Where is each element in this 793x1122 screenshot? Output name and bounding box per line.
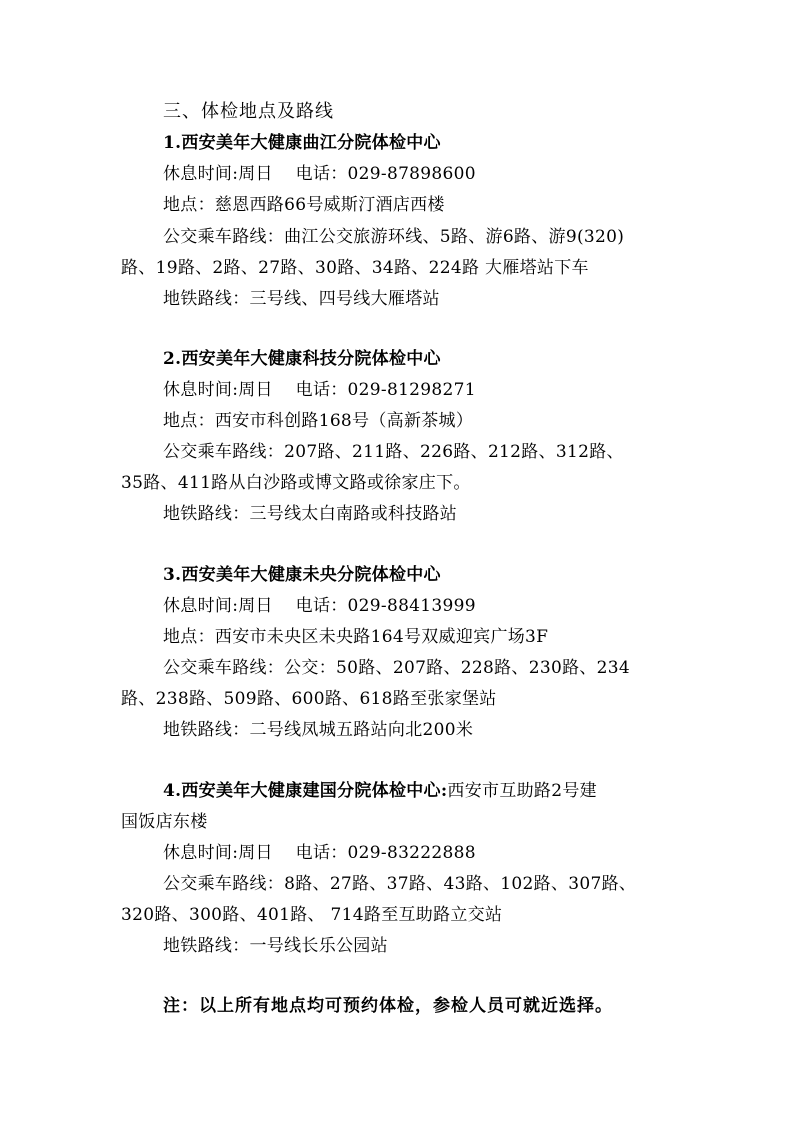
- branch-2-title: 2.西安美年大健康科技分院体检中心: [163, 349, 441, 369]
- branch-1-metro: 地铁路线：三号线、四号线大雁塔站: [163, 289, 440, 309]
- branch-4-phone: 电话：029-83222888: [295, 843, 476, 863]
- branch-3-location: 地点：西安市未央区未央路164号双威迎宾广场3F: [163, 627, 549, 647]
- branch-3-hours: 休息时间:周日: [163, 596, 273, 616]
- branch-2-metro: 地铁路线：三号线太白南路或科技路站: [163, 504, 458, 524]
- footer-note: 注：以上所有地点均可预约体检，参检人员可就近选择。: [163, 996, 613, 1016]
- branch-4-bus-line2: 320路、300路、401路、 714路至互助路立交站: [121, 905, 503, 925]
- branch-3-phone: 电话：029-88413999: [295, 596, 476, 616]
- branch-2-hours: 休息时间:周日: [163, 380, 273, 400]
- branch-2-hours-line: [0, 378, 793, 402]
- branch-3-bus-line1: 公交乘车路线：公交：50路、207路、228路、230路、234: [163, 658, 631, 678]
- branch-4-title: 4.西安美年大健康建国分院体检中心:: [163, 781, 448, 801]
- branch-3-title: 3.西安美年大健康未央分院体检中心: [163, 565, 441, 585]
- branch-2-location: 地点：西安市科创路168号（高新茶城）: [163, 411, 474, 431]
- branch-1-title: 1.西安美年大健康曲江分院体检中心: [163, 133, 441, 153]
- branch-4-title-address: 西安市互助路2号建: [447, 781, 597, 801]
- branch-1-location: 地点：慈恩西路66号威斯汀酒店西楼: [163, 195, 445, 215]
- branch-4-hours-line: [0, 841, 793, 865]
- branch-2-bus-line1: 公交乘车路线：207路、211路、226路、212路、312路、: [163, 442, 624, 462]
- branch-1-bus-line2: 路、19路、2路、27路、30路、34路、224路 大雁塔站下车: [121, 258, 589, 278]
- branch-1-hours: 休息时间:周日: [163, 164, 273, 184]
- branch-2-phone: 电话：029-81298271: [295, 380, 476, 400]
- branch-4-bus-line1: 公交乘车路线：8路、27路、37路、43路、102路、307路、: [163, 874, 637, 894]
- branch-2-bus-line2: 35路、411路从白沙路或博文路或徐家庄下。: [121, 473, 471, 493]
- branch-3-metro: 地铁路线：二号线凤城五路站向北200米: [163, 720, 474, 740]
- section-heading: 三、体检地点及路线: [163, 101, 334, 122]
- branch-1-bus-line1: 公交乘车路线：曲江公交旅游环线、5路、游6路、游9(320): [163, 227, 625, 247]
- branch-4-hours: 休息时间:周日: [163, 843, 273, 863]
- branch-1-phone: 电话：029-87898600: [295, 164, 476, 184]
- branch-3-bus-line2: 路、238路、509路、600路、618路至张家堡站: [121, 689, 497, 709]
- branch-4-metro: 地铁路线：一号线长乐公园站: [163, 936, 388, 956]
- branch-1-hours-line: [0, 162, 793, 186]
- branch-4-title-line: [0, 779, 793, 803]
- branch-3-hours-line: [0, 594, 793, 618]
- branch-4-title-address-cont: 国饭店东楼: [121, 812, 208, 832]
